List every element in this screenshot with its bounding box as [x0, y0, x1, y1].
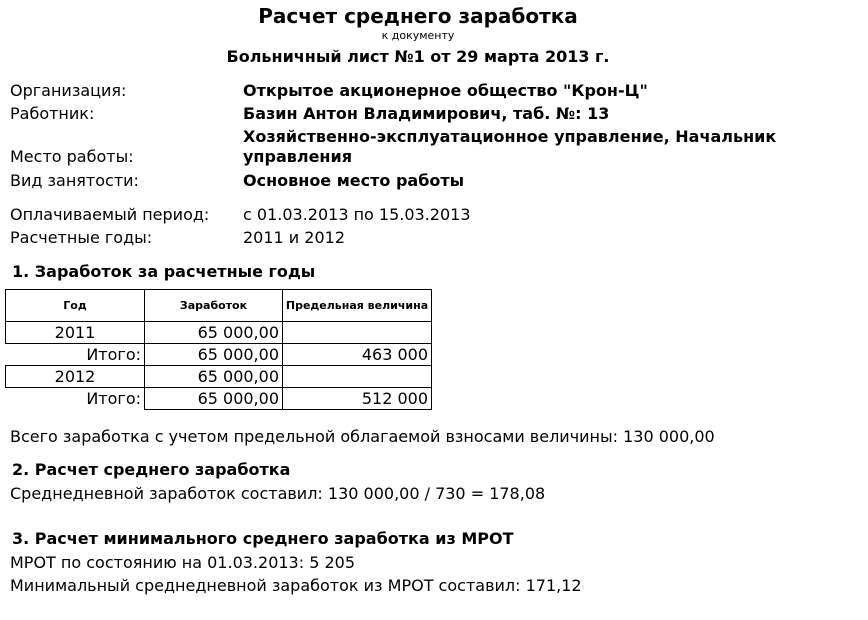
- column-header-earnings: Заработок: [145, 290, 283, 322]
- workplace-label: Место работы:: [10, 147, 134, 166]
- workplace-value: Хозяйственно-эксплуатационное управление, Начальник управления: [243, 127, 777, 166]
- earnings-cell: 65 000,00: [145, 388, 283, 410]
- earnings-cell: 65 000,00: [145, 366, 283, 388]
- column-header-limit: Предельная величина: [283, 290, 432, 322]
- years-value: 2011 и 2012: [243, 228, 346, 247]
- employee-label: Работник:: [10, 104, 95, 123]
- table-header-row: [6, 290, 432, 322]
- section3-heading: 3. Расчет минимального среднего заработка из МРОТ: [12, 529, 514, 548]
- earnings-summary: Всего заработка с учетом предельной облагаемой взносами величины: 130 000,00: [10, 427, 715, 446]
- employee-value: Базин Антон Владимирович, таб. №: 13: [243, 104, 610, 123]
- table-row-total: [6, 388, 432, 410]
- document-reference: Больничный лист №1 от 29 марта 2013 г.: [226, 47, 610, 66]
- employment-label: Вид занятости:: [10, 171, 139, 190]
- minimum-daily-earnings: Минимальный среднедневной заработок из МРОТ составил: 171,12: [10, 576, 582, 595]
- page-title: Расчет среднего заработка: [258, 4, 578, 28]
- limit-cell: 512 000: [283, 388, 432, 410]
- years-label: Расчетные годы:: [10, 228, 153, 247]
- limit-cell: [283, 322, 432, 344]
- table-row: [6, 322, 432, 344]
- total-label: Итого:: [86, 345, 141, 364]
- year-cell: 2011: [6, 322, 145, 344]
- section2-heading: 2. Расчет среднего заработка: [12, 460, 291, 479]
- year-cell: 2012: [6, 366, 145, 388]
- average-daily-earnings: Среднедневной заработок составил: 130 000,00 / 730 = 178,08: [10, 484, 546, 503]
- mrot-value: МРОТ по состоянию на 01.03.2013: 5 205: [10, 553, 356, 572]
- organization-value: Открытое акционерное общество "Крон-Ц": [243, 81, 648, 100]
- earnings-cell: 65 000,00: [145, 322, 283, 344]
- period-value: с 01.03.2013 по 15.03.2013: [243, 205, 471, 224]
- page-subtitle: к документу: [381, 29, 455, 42]
- limit-cell: 463 000: [283, 344, 432, 366]
- section1-heading: 1. Заработок за расчетные годы: [12, 262, 316, 281]
- total-label: Итого:: [86, 389, 141, 409]
- earnings-table: [5, 289, 432, 410]
- limit-cell: [283, 366, 432, 388]
- table-row: [6, 366, 432, 388]
- employment-value: Основное место работы: [243, 171, 465, 190]
- earnings-cell: 65 000,00: [145, 344, 283, 366]
- table-row-total: [6, 344, 432, 366]
- organization-label: Организация:: [10, 81, 127, 100]
- column-header-year: Год: [6, 290, 145, 322]
- period-label: Оплачиваемый период:: [10, 205, 210, 224]
